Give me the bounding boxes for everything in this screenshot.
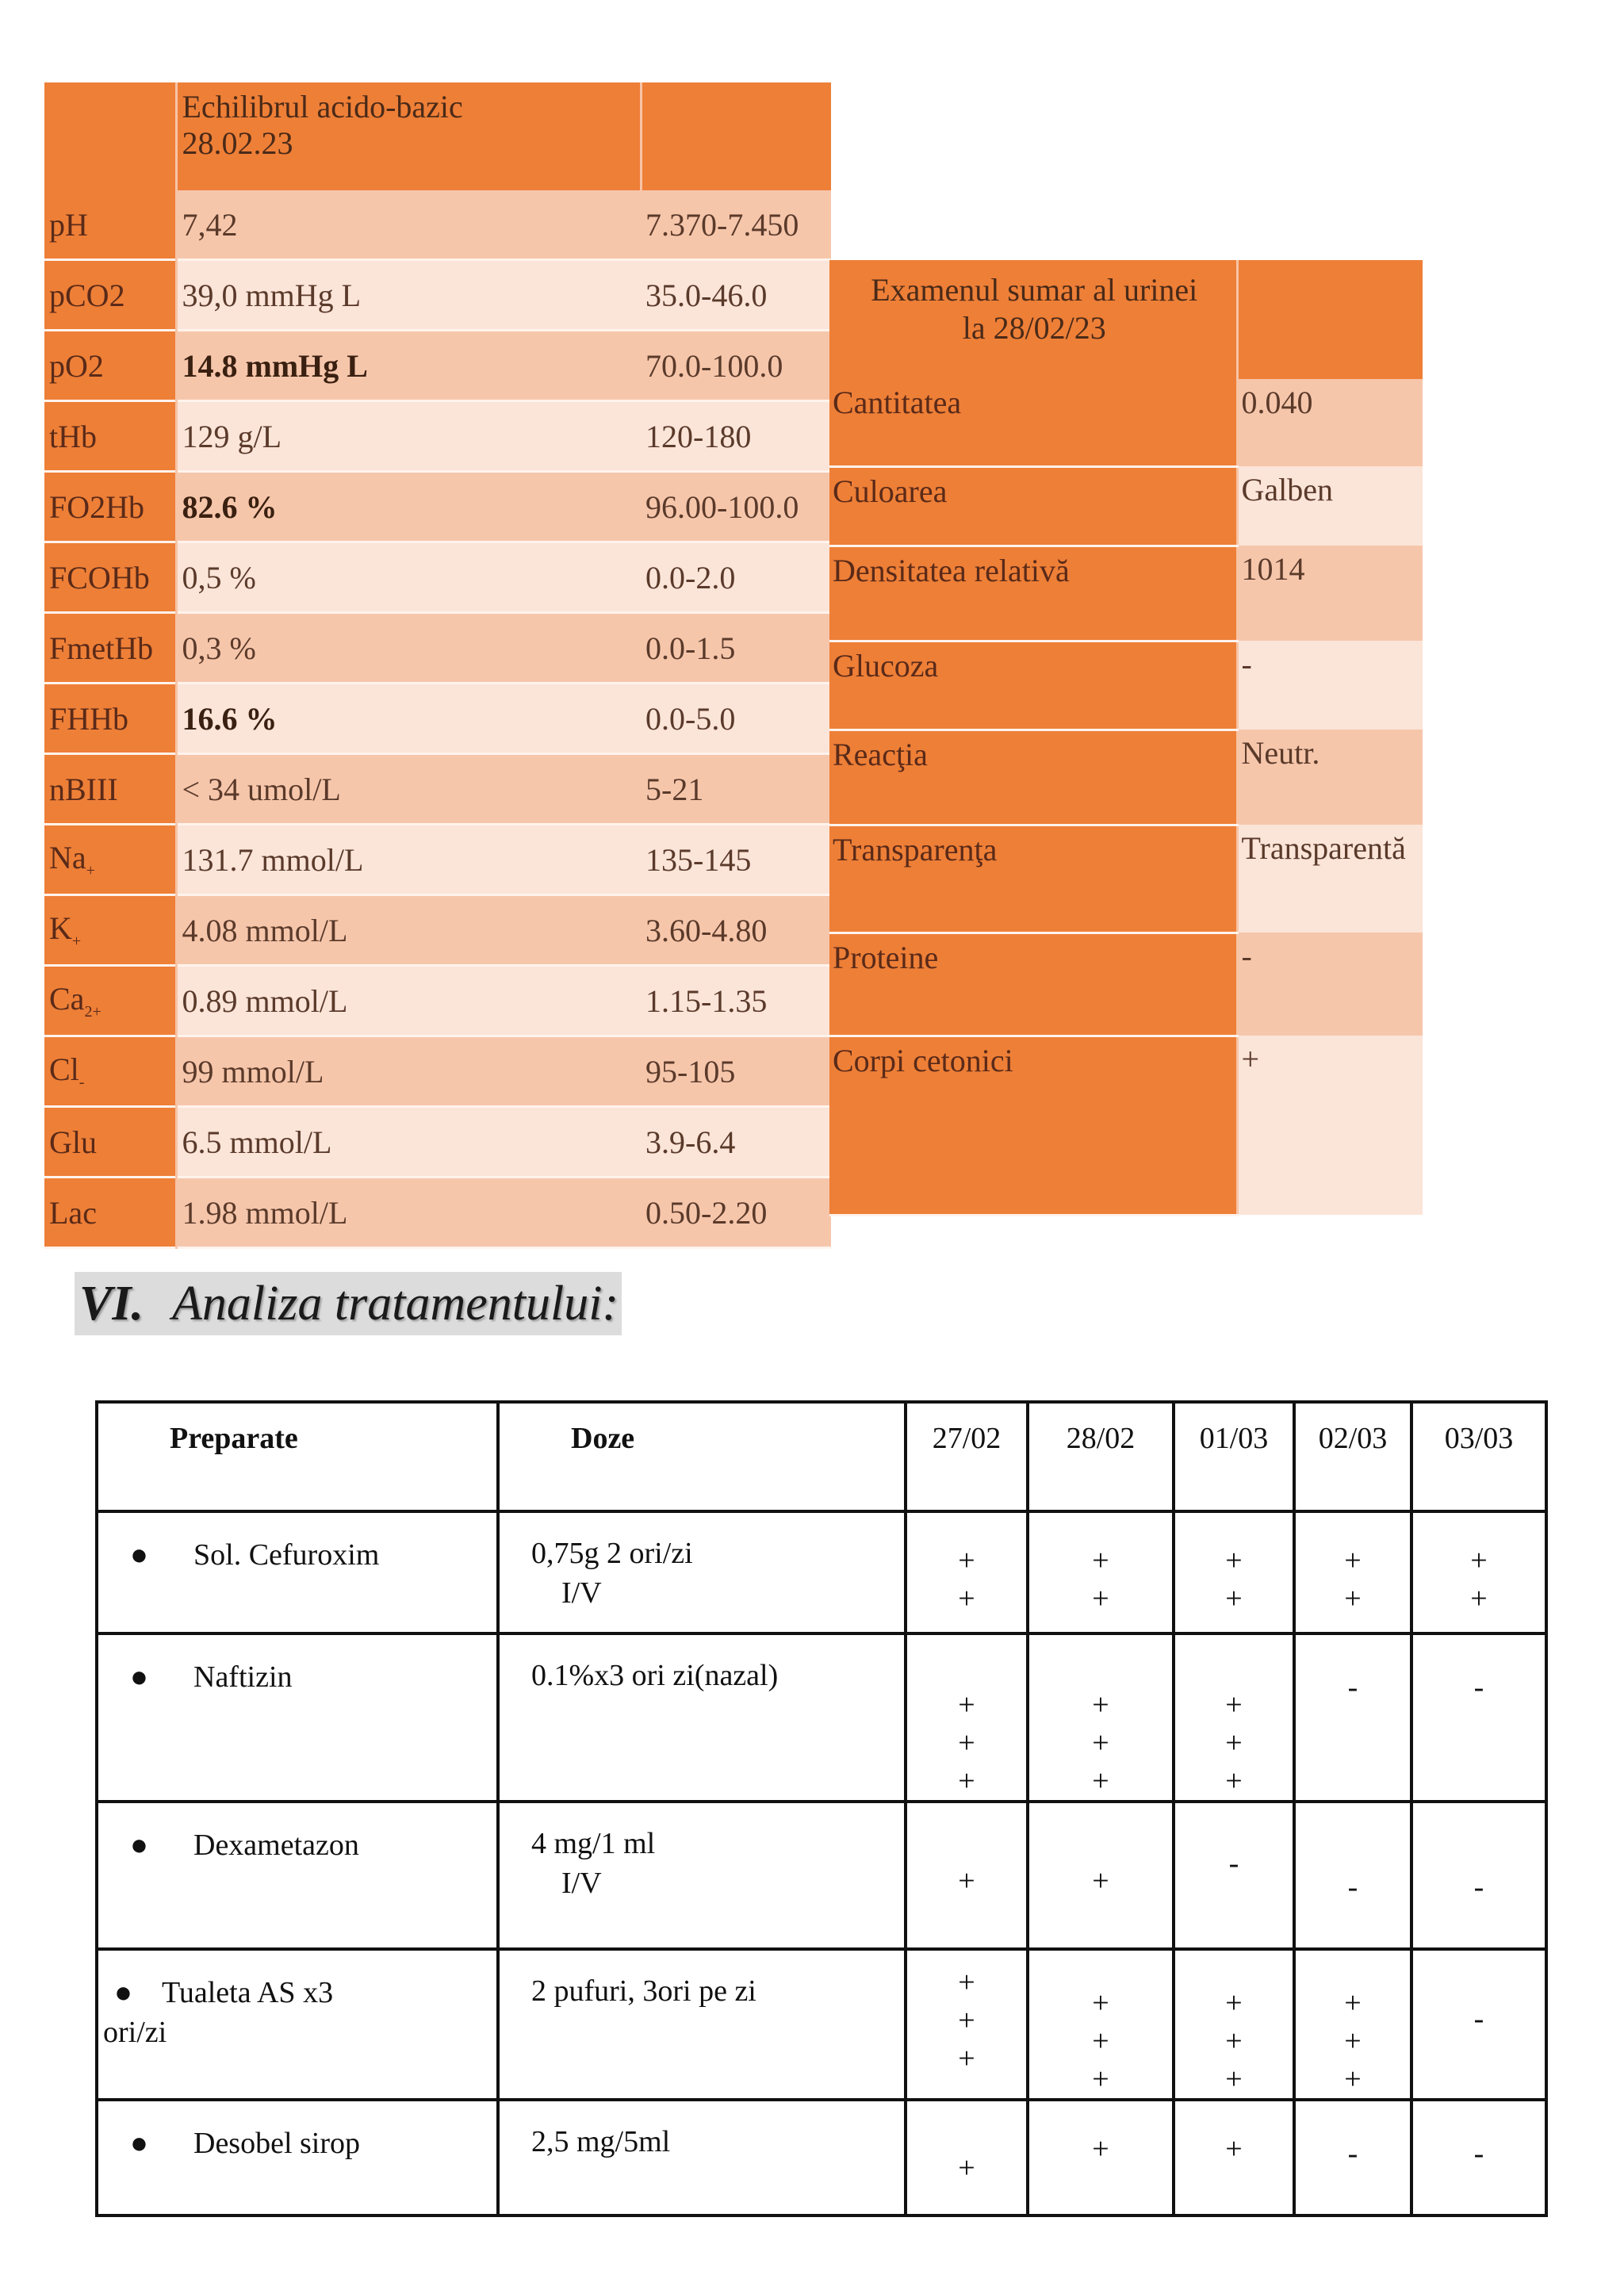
param-name-text: FHHb xyxy=(49,700,129,737)
param-name xyxy=(44,1036,176,1107)
param-name xyxy=(44,260,176,331)
drug-cell xyxy=(97,2100,498,2215)
dose-text: 0,75g 2 ori/zi I/V xyxy=(531,1537,693,1610)
day-mark: + + xyxy=(1225,1544,1243,1615)
day-mark: - xyxy=(1228,1847,1239,1880)
drug-cell xyxy=(97,1633,498,1802)
drug-name-block xyxy=(98,1513,496,1575)
dose-cell xyxy=(498,2100,906,2215)
acid-base-row xyxy=(44,190,831,260)
mark-cell xyxy=(1294,2100,1411,2215)
treatment-row xyxy=(97,1511,1546,1633)
mark-cell xyxy=(1294,1802,1411,1949)
param-value: 99 mmol/L xyxy=(176,1036,641,1107)
param-name-text: FO2Hb xyxy=(49,488,145,525)
param-value: 82.6 % xyxy=(176,472,641,542)
header-date-cell xyxy=(906,1402,1028,1511)
urine-param-value: 0.040 xyxy=(1237,379,1423,466)
treatment-table xyxy=(95,1400,1548,2217)
param-reference: 0.50-2.20 xyxy=(641,1178,831,1248)
param-name-text: Cl xyxy=(49,1051,79,1087)
bullet-icon: ● xyxy=(114,1976,132,2009)
urine-row xyxy=(829,641,1423,730)
param-charge: + xyxy=(86,862,95,879)
param-reference: 0.0-1.5 xyxy=(641,613,831,684)
day-mark: - xyxy=(1473,2002,1484,2035)
bullet-icon: ● xyxy=(130,1538,148,1572)
param-reference: 0.0-5.0 xyxy=(641,684,831,754)
drug-name-continued: ori/zi xyxy=(103,2016,167,2049)
mark-cell xyxy=(1028,1949,1174,2100)
param-name xyxy=(44,1107,176,1178)
param-value: 131.7 mmol/L xyxy=(176,825,641,895)
day-mark: + + + xyxy=(1225,1986,1243,2096)
param-value: 6.5 mmol/L xyxy=(176,1107,641,1178)
urine-param-value: - xyxy=(1237,933,1423,1036)
param-value: 16.6 % xyxy=(176,684,641,754)
day-mark: - xyxy=(1473,2137,1484,2170)
param-name xyxy=(44,190,176,260)
acid-base-row xyxy=(44,1107,831,1178)
urine-param-name: Culoarea xyxy=(829,466,1237,546)
mark-cell xyxy=(1411,1949,1546,2100)
section-number: VI. xyxy=(79,1277,144,1331)
urine-param-value: Transparentă xyxy=(1237,825,1423,933)
urine-table xyxy=(829,260,1423,1216)
day-mark: + + + xyxy=(1092,1688,1109,1798)
param-value: < 34 umol/L xyxy=(176,754,641,825)
urine-row xyxy=(829,933,1423,1036)
day-mark: + xyxy=(958,1864,975,1898)
param-name-text: Glu xyxy=(49,1124,97,1160)
urine-param-value: 1014 xyxy=(1237,546,1423,641)
urine-row xyxy=(829,466,1423,546)
acid-base-row xyxy=(44,472,831,542)
param-name xyxy=(44,754,176,825)
day-mark: + xyxy=(1225,2132,1243,2166)
drug-name-block xyxy=(98,1803,496,1865)
dose-text: 4 mg/1 ml I/V xyxy=(531,1827,656,1900)
treatment-header-row xyxy=(97,1402,1546,1511)
acid-base-row xyxy=(44,684,831,754)
section-heading xyxy=(75,1272,622,1335)
acid-base-row xyxy=(44,895,831,966)
urine-table-body xyxy=(829,260,1423,1215)
param-reference: 96.00-100.0 xyxy=(641,472,831,542)
mark-cell xyxy=(1028,1802,1174,1949)
param-value: 14.8 mmHg L xyxy=(176,331,641,401)
day-mark: + + + xyxy=(958,1688,975,1798)
param-name-text: FCOHb xyxy=(49,559,150,596)
mark-cell xyxy=(1174,1511,1294,1633)
day-mark: - xyxy=(1473,1671,1484,1704)
acid-base-row xyxy=(44,613,831,684)
param-reference: 135-145 xyxy=(641,825,831,895)
drug-name: Dexametazon xyxy=(193,1829,359,1862)
dose-text: 2 pufuri, 3ori pe zi xyxy=(531,1974,756,2008)
drug-name: Desobel sirop xyxy=(193,2127,361,2160)
drug-cell xyxy=(97,1949,498,2100)
drug-name-block xyxy=(98,1951,496,2052)
param-reference: 35.0-46.0 xyxy=(641,260,831,331)
day-mark: + xyxy=(958,2151,975,2185)
urine-param-name: Cantitatea xyxy=(829,379,1237,466)
mark-cell xyxy=(1411,1511,1546,1633)
day-mark: - xyxy=(1347,1871,1358,1904)
urine-param-value: + xyxy=(1237,1036,1423,1215)
section-title-text: Analiza tratamentului: xyxy=(171,1277,619,1331)
param-charge: - xyxy=(79,1074,85,1091)
header-date-5: 03/03 xyxy=(1444,1422,1514,1455)
param-name-text: Lac xyxy=(49,1194,97,1231)
header-date-cell xyxy=(1028,1402,1174,1511)
acid-base-row xyxy=(44,542,831,613)
drug-name-block xyxy=(98,2101,496,2163)
treatment-row xyxy=(97,1633,1546,1802)
header-dose: Doze xyxy=(571,1422,635,1455)
acid-base-header-row xyxy=(44,82,831,190)
day-mark: - xyxy=(1473,1871,1484,1904)
day-mark: - xyxy=(1347,1671,1358,1704)
mark-cell xyxy=(1294,1949,1411,2100)
drug-name-block xyxy=(98,1635,496,1697)
acid-base-table xyxy=(44,82,831,1249)
param-name-text: pH xyxy=(49,206,88,243)
drug-cell xyxy=(97,1511,498,1633)
param-name xyxy=(44,1178,176,1248)
mark-cell xyxy=(1028,1511,1174,1633)
header-date-2: 28/02 xyxy=(1066,1422,1136,1455)
mark-cell xyxy=(906,1802,1028,1949)
param-reference: 70.0-100.0 xyxy=(641,331,831,401)
header-date-cell xyxy=(1174,1402,1294,1511)
param-name xyxy=(44,825,176,895)
bullet-icon: ● xyxy=(130,1660,148,1694)
treatment-row xyxy=(97,1802,1546,1949)
param-reference: 7.370-7.450 xyxy=(641,190,831,260)
header-date-3: 01/03 xyxy=(1199,1422,1269,1455)
day-mark: + + + xyxy=(1344,1986,1362,2096)
param-name-text: Na xyxy=(49,840,86,875)
dose-cell xyxy=(498,1511,906,1633)
day-mark: + + + xyxy=(1092,1986,1109,2096)
param-value: 39,0 mmHg L xyxy=(176,260,641,331)
drug-name: Tualeta AS x3 xyxy=(162,1976,334,2009)
day-mark: + + xyxy=(1344,1544,1362,1615)
bullet-icon: ● xyxy=(130,1829,148,1862)
param-name-text: Ca xyxy=(49,981,85,1017)
mark-cell xyxy=(1174,1949,1294,2100)
acid-base-title-text: Echilibrul acido-bazic xyxy=(182,89,463,124)
acid-base-row xyxy=(44,754,831,825)
param-name xyxy=(44,542,176,613)
day-mark: + xyxy=(1092,1864,1109,1898)
header-dose-cell xyxy=(498,1402,906,1511)
bullet-icon: ● xyxy=(130,2127,148,2160)
dose-cell xyxy=(498,1802,906,1949)
param-name-text: K xyxy=(49,910,72,946)
param-value: 129 g/L xyxy=(176,401,641,472)
dose-text: 0.1%x3 ori zi(nazal) xyxy=(531,1659,779,1692)
acid-base-header-ref xyxy=(641,82,831,190)
urine-param-name: Reacţia xyxy=(829,730,1237,825)
acid-base-header-blank xyxy=(44,82,176,190)
header-drug-cell xyxy=(97,1402,498,1511)
acid-base-row xyxy=(44,331,831,401)
urine-title-line1: Examenul sumar al urinei xyxy=(871,272,1198,308)
header-date-1: 27/02 xyxy=(932,1422,1002,1455)
day-mark: + + + xyxy=(958,1966,975,2075)
param-name xyxy=(44,966,176,1036)
mark-cell xyxy=(906,1511,1028,1633)
urine-title-line2: la 28/02/23 xyxy=(962,310,1106,346)
acid-base-row xyxy=(44,825,831,895)
param-name xyxy=(44,401,176,472)
urine-row xyxy=(829,730,1423,825)
param-name-text: nBIII xyxy=(49,771,118,807)
param-name xyxy=(44,895,176,966)
param-value: 1.98 mmol/L xyxy=(176,1178,641,1248)
param-value: 0,3 % xyxy=(176,613,641,684)
urine-param-name: Corpi cetonici xyxy=(829,1036,1237,1215)
drug-name: Naftizin xyxy=(193,1660,293,1694)
param-reference: 5-21 xyxy=(641,754,831,825)
acid-base-row xyxy=(44,1178,831,1248)
header-drug: Preparate xyxy=(170,1422,298,1455)
urine-row xyxy=(829,825,1423,933)
param-reference: 3.60-4.80 xyxy=(641,895,831,966)
acid-base-row xyxy=(44,966,831,1036)
day-mark: + + xyxy=(958,1544,975,1615)
acid-base-date: 28.02.23 xyxy=(182,125,293,161)
header-date-cell xyxy=(1411,1402,1546,1511)
param-name-text: FmetHb xyxy=(49,630,154,666)
dose-text: 2,5 mg/5ml xyxy=(531,2125,671,2158)
mark-cell xyxy=(1294,1511,1411,1633)
treatment-row xyxy=(97,1949,1546,2100)
param-name xyxy=(44,613,176,684)
param-name-text: pO2 xyxy=(49,347,104,384)
urine-title xyxy=(829,260,1237,379)
acid-base-row xyxy=(44,1036,831,1107)
param-reference: 120-180 xyxy=(641,401,831,472)
urine-param-name: Proteine xyxy=(829,933,1237,1036)
mark-cell xyxy=(1028,1633,1174,1802)
mark-cell xyxy=(1028,2100,1174,2215)
urine-param-name: Transparenţa xyxy=(829,825,1237,933)
urine-header-row xyxy=(829,260,1423,379)
day-mark: + + + xyxy=(1225,1688,1243,1798)
urine-param-value: Neutr. xyxy=(1237,730,1423,825)
treatment-row xyxy=(97,2100,1546,2215)
day-mark: + xyxy=(1092,2132,1109,2166)
urine-param-name: Glucoza xyxy=(829,641,1237,730)
param-name-text: pCO2 xyxy=(49,277,125,313)
treatment-table-body xyxy=(97,1402,1546,2215)
urine-row xyxy=(829,546,1423,641)
param-reference: 1.15-1.35 xyxy=(641,966,831,1036)
acid-base-row xyxy=(44,401,831,472)
mark-cell xyxy=(906,1949,1028,2100)
mark-cell xyxy=(1411,1633,1546,1802)
urine-param-value: - xyxy=(1237,641,1423,730)
acid-base-table-body xyxy=(44,82,831,1248)
mark-cell xyxy=(906,2100,1028,2215)
mark-cell xyxy=(906,1633,1028,1802)
acid-base-title xyxy=(176,82,641,190)
mark-cell xyxy=(1174,1802,1294,1949)
urine-param-name: Densitatea relativă xyxy=(829,546,1237,641)
param-name xyxy=(44,684,176,754)
urine-row xyxy=(829,1036,1423,1215)
mark-cell xyxy=(1294,1633,1411,1802)
drug-name: Sol. Cefuroxim xyxy=(193,1538,380,1572)
param-value: 0,5 % xyxy=(176,542,641,613)
dose-cell xyxy=(498,1633,906,1802)
mark-cell xyxy=(1174,1633,1294,1802)
param-name xyxy=(44,472,176,542)
mark-cell xyxy=(1174,2100,1294,2215)
mark-cell xyxy=(1411,2100,1546,2215)
param-charge: + xyxy=(71,933,82,950)
param-name-text: tHb xyxy=(49,418,97,454)
drug-cell xyxy=(97,1802,498,1949)
param-charge: 2+ xyxy=(84,1003,102,1021)
param-reference: 3.9-6.4 xyxy=(641,1107,831,1178)
day-mark: + + xyxy=(1092,1544,1109,1615)
urine-row xyxy=(829,379,1423,466)
param-name xyxy=(44,331,176,401)
header-date-cell xyxy=(1294,1402,1411,1511)
acid-base-row xyxy=(44,260,831,331)
mark-cell xyxy=(1411,1802,1546,1949)
param-value: 4.08 mmol/L xyxy=(176,895,641,966)
day-mark: + + xyxy=(1470,1544,1488,1615)
param-reference: 0.0-2.0 xyxy=(641,542,831,613)
day-mark: - xyxy=(1347,2137,1358,2170)
urine-header-blank xyxy=(1237,260,1423,379)
urine-param-value: Galben xyxy=(1237,466,1423,546)
header-date-4: 02/03 xyxy=(1318,1422,1388,1455)
param-reference: 95-105 xyxy=(641,1036,831,1107)
param-value: 0.89 mmol/L xyxy=(176,966,641,1036)
param-value: 7,42 xyxy=(176,190,641,260)
dose-cell xyxy=(498,1949,906,2100)
